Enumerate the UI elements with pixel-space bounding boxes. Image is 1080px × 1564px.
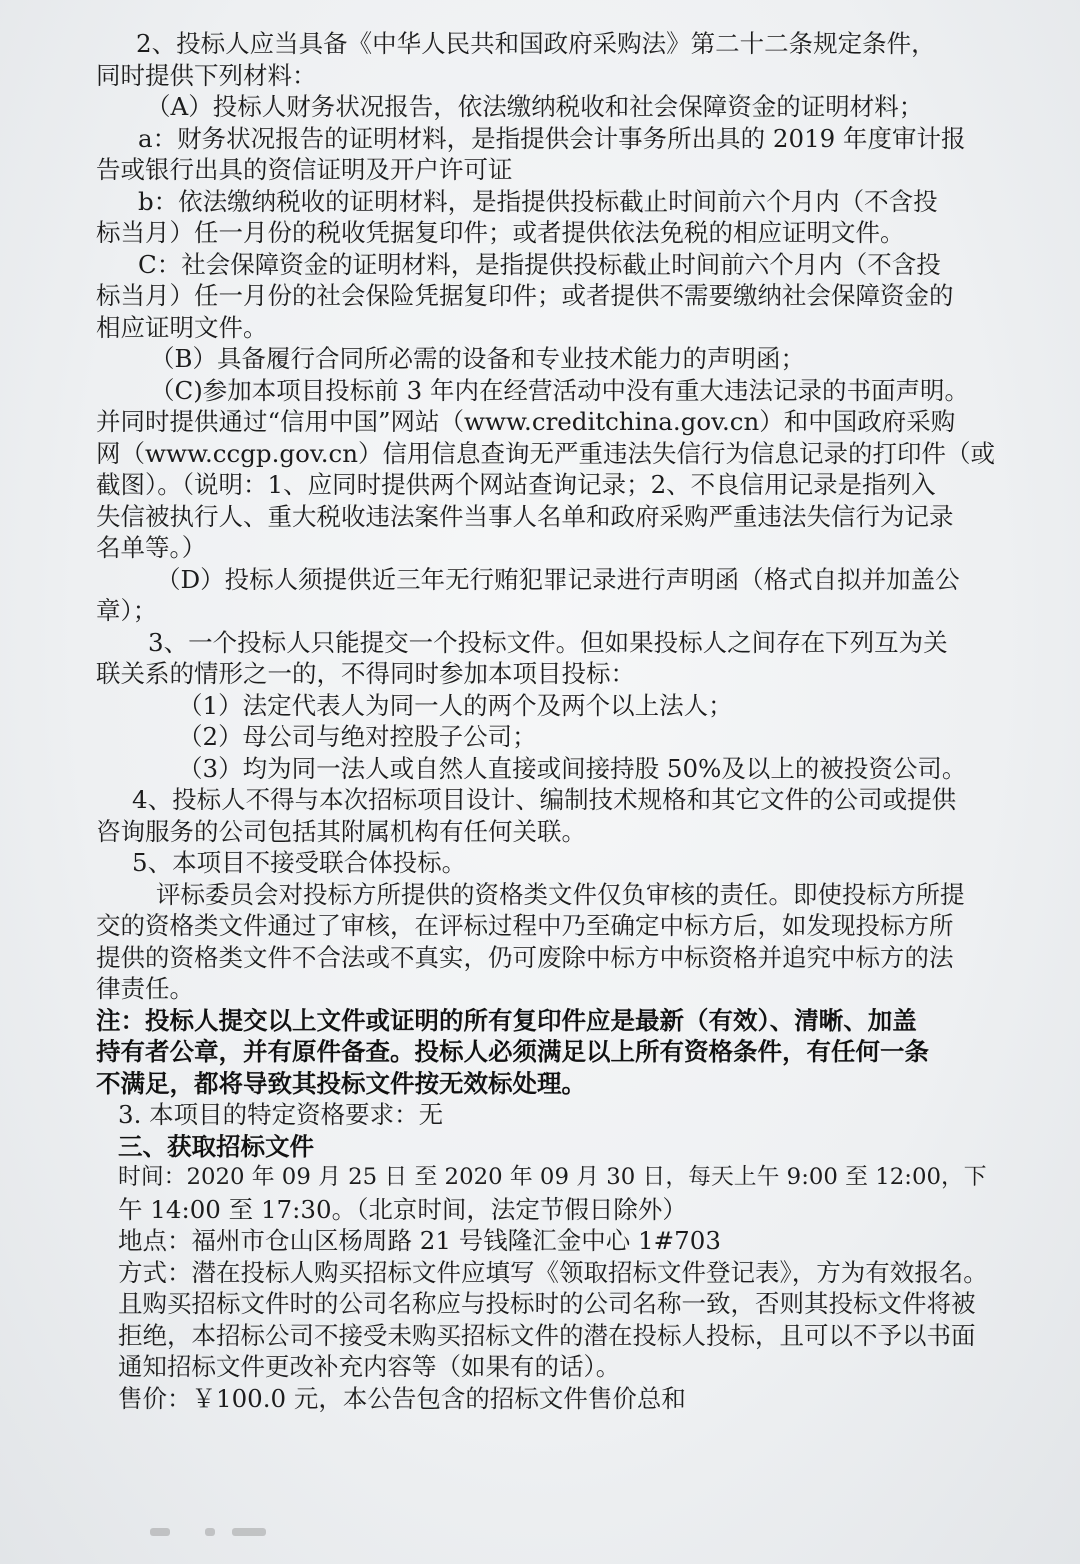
text-line: （C)参加本项目投标前 3 年内在经营活动中没有重大违法记录的书面声明。 — [150, 375, 969, 405]
text-line: 且购买招标文件时的公司名称应与投标时的公司名称一致，否则其投标文件将被 — [118, 1289, 976, 1318]
text-line: 售价：￥100.0 元，本公告包含的招标文件售价总和 — [118, 1383, 686, 1413]
text-line: 联关系的情形之一的，不得同时参加本项目投标： — [96, 659, 635, 688]
text-line: 3、一个投标人只能提交一个投标文件。但如果投标人之间存在下列互为关 — [148, 627, 948, 657]
text-line: （2）母公司与绝对控股子公司； — [178, 722, 537, 751]
text-line: 并同时提供通过“信用中国”网站（www.creditchina.gov.cn）和中国政府采购 — [96, 407, 956, 436]
text-line: 标当月）任一月份的社会保险凭据复印件；或者提供不需要缴纳社会保障资金的 — [96, 281, 954, 310]
text-line: a：财务状况报告的证明材料，是指提供会计事务所出具的 2019 年度审计报 — [138, 123, 966, 153]
text-line: 4、投标人不得与本次招标项目设计、编制技术规格和其它文件的公司或提供 — [132, 785, 957, 814]
text-line: 名单等。） — [96, 533, 207, 562]
text-line: 评标委员会对投标方所提供的资格类文件仅负审核的责任。即使投标方所提 — [156, 879, 965, 909]
text-line: 标当月）任一月份的税收凭据复印件；或者提供依法免税的相应证明文件。 — [96, 218, 905, 247]
text-line: 持有者公章，并有原件备查。投标人必须满足以上所有资格条件，有任何一条 — [96, 1037, 929, 1066]
text-line: 章）； — [96, 596, 158, 625]
text-line: 注：投标人提交以上文件或证明的所有复印件应是最新（有效）、清晰、加盖 — [96, 1005, 917, 1035]
text-line: 不满足，都将导致其投标文件按无效标处理。 — [96, 1068, 586, 1098]
text-line: 拒绝，本招标公司不接受未购买招标文件的潜在投标人投标，且可以不予以书面 — [118, 1320, 976, 1350]
document-body — [96, 28, 996, 1414]
text-line: 截图）。（说明：1、应同时提供两个网站查询记录；2、不良信用记录是指列入 — [96, 470, 936, 499]
text-line: 同时提供下列材料： — [96, 60, 317, 90]
text-line: 方式：潜在投标人购买招标文件应填写《领取招标文件登记表》，方为有效报名。 — [118, 1257, 988, 1287]
text-line: 三、获取招标文件 — [118, 1131, 314, 1161]
text-line: 提供的资格类文件不合法或不真实，仍可废除中标方中标资格并追究中标方的法 — [96, 942, 954, 972]
text-line: 告或银行出具的资信证明及开户许可证 — [96, 155, 513, 184]
text-line: 时间：2020 年 09 月 25 日 至 2020 年 09 月 30 日，每天上午 9:00 至 12:00，下 — [118, 1164, 987, 1190]
text-line: 相应证明文件。 — [96, 312, 268, 342]
text-line: 网（www.ccgp.gov.cn）信用信息查询无严重违法失信行为信息记录的打印件（或 — [96, 438, 996, 468]
text-line: （3）均为同一法人或自然人直接或间接持股 50%及以上的被投资公司。 — [178, 753, 967, 783]
text-line: （1）法定代表人为同一人的两个及两个以上法人； — [178, 690, 733, 720]
text-line: b：依法缴纳税收的证明材料，是指提供投标截止时间前六个月内（不含投 — [138, 186, 938, 216]
paper-smudge — [150, 1528, 170, 1536]
text-line: 地点：福州市仓山区杨周路 21 号钱隆汇金中心 1#703 — [118, 1226, 721, 1255]
text-line: 午 14:00 至 17:30。（北京时间，法定节假日除外） — [118, 1194, 687, 1224]
text-line: 律责任。 — [96, 974, 194, 1003]
text-line: 咨询服务的公司包括其附属机构有任何关联。 — [96, 816, 586, 846]
text-line: 交的资格类文件通过了审核，在评标过程中乃至确定中标方后，如发现投标方所 — [96, 911, 954, 940]
paper-smudge — [232, 1528, 266, 1536]
text-line: 5、本项目不接受联合体投标。 — [132, 848, 467, 877]
text-line: （D）投标人须提供近三年无行贿犯罪记录进行声明函（格式自拟并加盖公 — [156, 564, 960, 594]
text-line: C：社会保障资金的证明材料，是指提供投标截止时间前六个月内（不含投 — [138, 249, 941, 279]
text-line: （B）具备履行合同所必需的设备和专业技术能力的声明函； — [150, 344, 806, 373]
text-line: （A）投标人财务状况报告，依法缴纳税收和社会保障资金的证明材料； — [146, 92, 924, 121]
text-line: 失信被执行人、重大税收违法案件当事人名单和政府采购严重违法失信行为记录 — [96, 501, 954, 531]
text-line: 通知招标文件更改补充内容等（如果有的话）。 — [118, 1352, 621, 1381]
text-line: 2、投标人应当具备《中华人民共和国政府采购法》第二十二条规定条件， — [136, 29, 936, 58]
paper-smudge — [205, 1528, 215, 1536]
text-line: 3. 本项目的特定资格要求：无 — [118, 1100, 444, 1129]
